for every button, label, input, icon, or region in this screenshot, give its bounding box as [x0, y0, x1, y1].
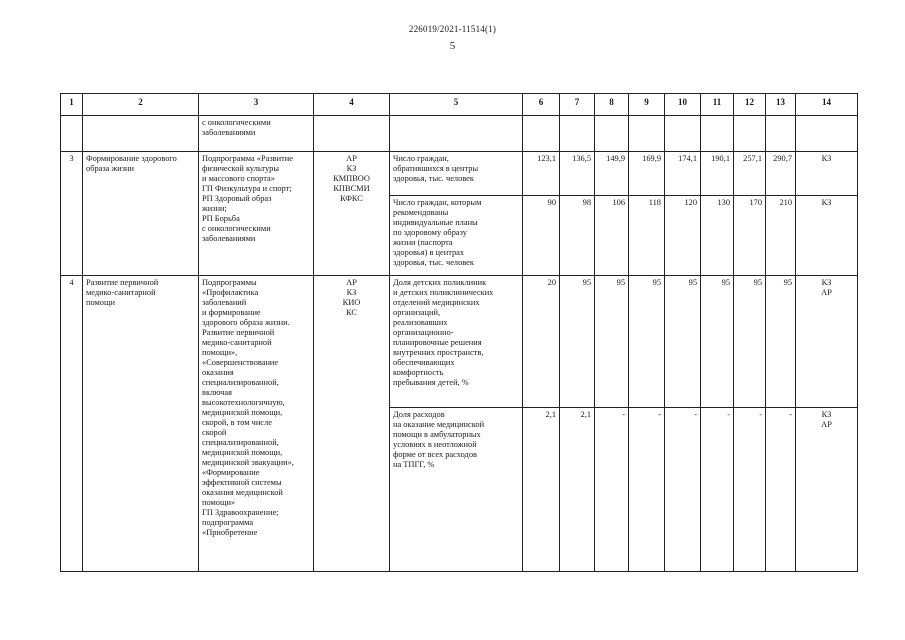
value-cell: 2,1	[523, 408, 560, 572]
value-cell: 120	[665, 196, 701, 276]
value-cell: 210	[766, 196, 796, 276]
value-cell: -	[734, 408, 766, 572]
cell	[665, 116, 701, 152]
value-cell: 149,9	[595, 152, 629, 196]
task-cell: Формирование здорового образа жизни	[83, 152, 199, 276]
indicator-name: Доля расходов на оказание медицинской помощи в амбулаторных условиях в неотложной форме от всех расходов на ТПГГ, %	[390, 408, 523, 572]
row-number: 4	[61, 276, 83, 572]
value-cell: -	[766, 408, 796, 572]
value-cell: 290,7	[766, 152, 796, 196]
program-cell: с онкологическими заболеваниями	[199, 116, 314, 152]
column-header: 7	[560, 94, 595, 116]
column-header: 14	[796, 94, 858, 116]
column-header: 8	[595, 94, 629, 116]
responsible-cell: КЗ	[796, 196, 858, 276]
row-number: 3	[61, 152, 83, 276]
value-cell: 130	[701, 196, 734, 276]
cell	[83, 116, 199, 152]
value-cell: 257,1	[734, 152, 766, 196]
value-cell: -	[665, 408, 701, 572]
cell	[701, 116, 734, 152]
cell	[523, 116, 560, 152]
cell	[796, 116, 858, 152]
page-number: 5	[449, 40, 456, 52]
value-cell: 118	[629, 196, 665, 276]
cell	[766, 116, 796, 152]
indicator-name: Число граждан, которым рекомендованы индивидуальные планы по здоровому образу жизни (паспорта здоровья) в центрах здоровья, тыс. человек	[390, 196, 523, 276]
task-cell: Развитие первичной медико-санитарной помощи	[83, 276, 199, 572]
program-cell: Подпрограмма «Развитие физической культуры и массового спорта» ГП Физкультура и спорт; РП Здоровый образ жизни; РП Борьба с онкологическими заболеваниями	[199, 152, 314, 276]
table-row	[61, 152, 858, 196]
cell	[629, 116, 665, 152]
cell	[314, 116, 390, 152]
value-cell: 95	[595, 276, 629, 408]
value-cell: 136,5	[560, 152, 595, 196]
value-cell: 106	[595, 196, 629, 276]
column-header: 10	[665, 94, 701, 116]
value-cell: 95	[665, 276, 701, 408]
executors-cell: АР КЗ КМПВОО КПВСМИ КФКС	[314, 152, 390, 276]
responsible-cell: КЗ	[796, 152, 858, 196]
table-row	[61, 116, 858, 152]
cell	[61, 116, 83, 152]
value-cell: 95	[560, 276, 595, 408]
value-cell: -	[629, 408, 665, 572]
column-header: 3	[199, 94, 314, 116]
column-header: 13	[766, 94, 796, 116]
value-cell: 169,9	[629, 152, 665, 196]
indicator-name: Число граждан, обратившихся в центры здоровья, тыс. человек	[390, 152, 523, 196]
column-header: 11	[701, 94, 734, 116]
value-cell: 170	[734, 196, 766, 276]
value-cell: 123,1	[523, 152, 560, 196]
value-cell: -	[595, 408, 629, 572]
value-cell: 20	[523, 276, 560, 408]
indicators-table	[60, 93, 858, 572]
cell	[734, 116, 766, 152]
document-number: 226019/2021-11514(1)	[408, 24, 497, 34]
value-cell: 90	[523, 196, 560, 276]
column-header: 5	[390, 94, 523, 116]
column-header: 4	[314, 94, 390, 116]
value-cell: 98	[560, 196, 595, 276]
executors-cell: АР КЗ КИО КС	[314, 276, 390, 572]
cell	[390, 116, 523, 152]
value-cell: 190,1	[701, 152, 734, 196]
responsible-cell: КЗ АР	[796, 276, 858, 408]
column-header: 9	[629, 94, 665, 116]
value-cell: 95	[629, 276, 665, 408]
value-cell: -	[701, 408, 734, 572]
value-cell: 95	[766, 276, 796, 408]
column-header: 12	[734, 94, 766, 116]
table-header-row	[61, 94, 858, 116]
value-cell: 95	[734, 276, 766, 408]
column-header: 2	[83, 94, 199, 116]
value-cell: 2,1	[560, 408, 595, 572]
cell	[595, 116, 629, 152]
indicator-name: Доля детских поликлиник и детских поликлинических отделений медицинских организаций, реализовавших организационно- планировочные решения внутренних пространств, обеспечивающих комфортность пребывания детей, %	[390, 276, 523, 408]
column-header: 1	[61, 94, 83, 116]
responsible-cell: КЗ АР	[796, 408, 858, 572]
table-row	[61, 276, 858, 408]
program-cell: Подпрограммы «Профилактика заболеваний и формирование здорового образа жизни. Развитие первичной медико-санитарной помощи», «Совершенствование оказания специализированной, включая высокотехнологичную, медицинской помощи, скорой, в том числе скорой специализированной, медицинской помощи, медицинской эвакуации», «Формирование эффективной системы оказания медицинской помощи» ГП Здравоохранение; подпрограмма «Приобретение	[199, 276, 314, 572]
value-cell: 174,1	[665, 152, 701, 196]
value-cell: 95	[701, 276, 734, 408]
column-header: 6	[523, 94, 560, 116]
cell	[560, 116, 595, 152]
